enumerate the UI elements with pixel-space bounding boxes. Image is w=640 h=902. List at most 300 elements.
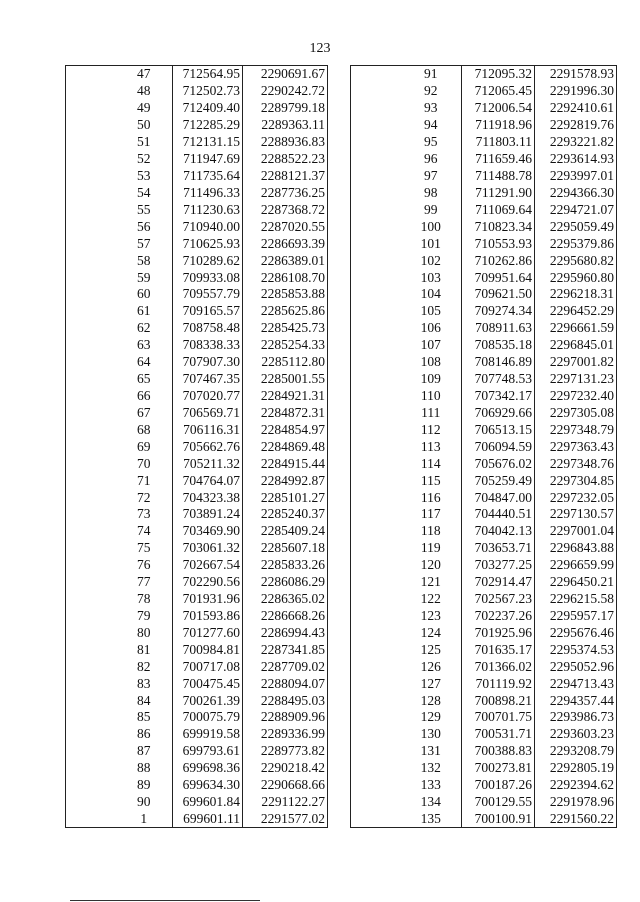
- table-row: [66, 421, 328, 438]
- table-row: [351, 218, 617, 235]
- blank-cell: [66, 269, 116, 286]
- table-row: [66, 472, 328, 489]
- point-number-cell: 118: [401, 523, 462, 540]
- blank-cell: [66, 658, 116, 675]
- point-number-cell: 72: [116, 489, 173, 506]
- y-coordinate-cell: 2297348.79: [535, 421, 617, 438]
- blank-cell: [66, 168, 116, 185]
- point-number-cell: 84: [116, 692, 173, 709]
- point-number-cell: 55: [116, 201, 173, 218]
- blank-cell: [351, 591, 401, 608]
- x-coordinate-cell: 710940.00: [173, 218, 243, 235]
- point-number-cell: 130: [401, 726, 462, 743]
- table-row: [66, 371, 328, 388]
- table-row: [351, 151, 617, 168]
- blank-cell: [351, 608, 401, 625]
- table-row: [66, 760, 328, 777]
- y-coordinate-cell: 2286668.26: [243, 608, 328, 625]
- table-row: [351, 794, 617, 811]
- x-coordinate-cell: 712065.45: [462, 83, 535, 100]
- x-coordinate-cell: 711659.46: [462, 151, 535, 168]
- point-number-cell: 69: [116, 438, 173, 455]
- blank-cell: [351, 624, 401, 641]
- blank-cell: [66, 83, 116, 100]
- point-number-cell: 77: [116, 574, 173, 591]
- y-coordinate-cell: 2295957.17: [535, 608, 617, 625]
- blank-cell: [66, 591, 116, 608]
- table-row: [351, 303, 617, 320]
- x-coordinate-cell: 711803.11: [462, 134, 535, 151]
- x-coordinate-cell: 711735.64: [173, 168, 243, 185]
- y-coordinate-cell: 2295379.86: [535, 235, 617, 252]
- x-coordinate-cell: 699634.30: [173, 777, 243, 794]
- x-coordinate-cell: 709951.64: [462, 269, 535, 286]
- blank-cell: [66, 252, 116, 269]
- point-number-cell: 71: [116, 472, 173, 489]
- table-row: [66, 100, 328, 117]
- x-coordinate-cell: 706116.31: [173, 421, 243, 438]
- table-row: [66, 117, 328, 134]
- y-coordinate-cell: 2297305.08: [535, 404, 617, 421]
- y-coordinate-cell: 2286693.39: [243, 235, 328, 252]
- y-coordinate-cell: 2295960.80: [535, 269, 617, 286]
- y-coordinate-cell: 2294713.43: [535, 675, 617, 692]
- table-row: [66, 455, 328, 472]
- point-number-cell: 125: [401, 641, 462, 658]
- blank-cell: [66, 472, 116, 489]
- blank-cell: [66, 184, 116, 201]
- point-number-cell: 104: [401, 286, 462, 303]
- blank-cell: [66, 100, 116, 117]
- y-coordinate-cell: 2287368.72: [243, 201, 328, 218]
- blank-cell: [351, 218, 401, 235]
- y-coordinate-cell: 2297304.85: [535, 472, 617, 489]
- blank-cell: [351, 540, 401, 557]
- table-row: [351, 675, 617, 692]
- x-coordinate-cell: 707342.17: [462, 388, 535, 405]
- x-coordinate-cell: 707907.30: [173, 354, 243, 371]
- y-coordinate-cell: 2292410.61: [535, 100, 617, 117]
- point-number-cell: 94: [401, 117, 462, 134]
- point-number-cell: 111: [401, 404, 462, 421]
- x-coordinate-cell: 707467.35: [173, 371, 243, 388]
- table-row: [66, 269, 328, 286]
- blank-cell: [351, 811, 401, 828]
- blank-cell: [66, 371, 116, 388]
- point-number-cell: 88: [116, 760, 173, 777]
- x-coordinate-cell: 709933.08: [173, 269, 243, 286]
- x-coordinate-cell: 703277.25: [462, 557, 535, 574]
- x-coordinate-cell: 699601.11: [173, 811, 243, 828]
- blank-cell: [351, 354, 401, 371]
- x-coordinate-cell: 705259.49: [462, 472, 535, 489]
- point-number-cell: 128: [401, 692, 462, 709]
- blank-cell: [66, 624, 116, 641]
- blank-cell: [351, 574, 401, 591]
- table-row: [66, 523, 328, 540]
- x-coordinate-cell: 701593.86: [173, 608, 243, 625]
- point-number-cell: 119: [401, 540, 462, 557]
- x-coordinate-cell: 701119.92: [462, 675, 535, 692]
- table-row: [351, 83, 617, 100]
- blank-cell: [351, 337, 401, 354]
- point-number-cell: 64: [116, 354, 173, 371]
- y-coordinate-cell: 2297130.57: [535, 506, 617, 523]
- x-coordinate-cell: 711947.69: [173, 151, 243, 168]
- y-coordinate-cell: 2289336.99: [243, 726, 328, 743]
- y-coordinate-cell: 2285607.18: [243, 540, 328, 557]
- x-coordinate-cell: 705211.32: [173, 455, 243, 472]
- blank-cell: [66, 506, 116, 523]
- x-coordinate-cell: 712285.29: [173, 117, 243, 134]
- table-row: [351, 472, 617, 489]
- point-number-cell: 116: [401, 489, 462, 506]
- point-number-cell: 134: [401, 794, 462, 811]
- blank-cell: [66, 286, 116, 303]
- table-row: [66, 320, 328, 337]
- blank-cell: [351, 794, 401, 811]
- x-coordinate-cell: 700898.21: [462, 692, 535, 709]
- point-number-cell: 123: [401, 608, 462, 625]
- point-number-cell: 66: [116, 388, 173, 405]
- x-coordinate-cell: 699601.84: [173, 794, 243, 811]
- y-coordinate-cell: 2297131.23: [535, 371, 617, 388]
- blank-cell: [351, 269, 401, 286]
- table-row: [351, 269, 617, 286]
- blank-cell: [66, 574, 116, 591]
- y-coordinate-cell: 2291996.30: [535, 83, 617, 100]
- table-row: [66, 303, 328, 320]
- blank-cell: [351, 252, 401, 269]
- x-coordinate-cell: 710262.86: [462, 252, 535, 269]
- table-row: [351, 777, 617, 794]
- y-coordinate-cell: 2287341.85: [243, 641, 328, 658]
- x-coordinate-cell: 700075.79: [173, 709, 243, 726]
- y-coordinate-cell: 2294366.30: [535, 184, 617, 201]
- point-number-cell: 92: [401, 83, 462, 100]
- blank-cell: [351, 489, 401, 506]
- table-row: [66, 726, 328, 743]
- table-row: [351, 760, 617, 777]
- table-row: [351, 371, 617, 388]
- blank-cell: [66, 709, 116, 726]
- point-number-cell: 109: [401, 371, 462, 388]
- point-number-cell: 108: [401, 354, 462, 371]
- point-number-cell: 122: [401, 591, 462, 608]
- x-coordinate-cell: 712564.95: [173, 66, 243, 83]
- point-number-cell: 1: [116, 811, 173, 828]
- y-coordinate-cell: 2295052.96: [535, 658, 617, 675]
- point-number-cell: 107: [401, 337, 462, 354]
- blank-cell: [66, 201, 116, 218]
- table-row: [351, 692, 617, 709]
- x-coordinate-cell: 699919.58: [173, 726, 243, 743]
- blank-cell: [351, 675, 401, 692]
- point-number-cell: 106: [401, 320, 462, 337]
- y-coordinate-cell: 2285001.55: [243, 371, 328, 388]
- point-number-cell: 81: [116, 641, 173, 658]
- point-number-cell: 91: [401, 66, 462, 83]
- point-number-cell: 127: [401, 675, 462, 692]
- y-coordinate-cell: 2291122.27: [243, 794, 328, 811]
- point-number-cell: 105: [401, 303, 462, 320]
- blank-cell: [66, 641, 116, 658]
- point-number-cell: 89: [116, 777, 173, 794]
- y-coordinate-cell: 2295374.53: [535, 641, 617, 658]
- y-coordinate-cell: 2286365.02: [243, 591, 328, 608]
- table-row: [351, 337, 617, 354]
- table-row: [66, 777, 328, 794]
- point-number-cell: 103: [401, 269, 462, 286]
- x-coordinate-cell: 704764.07: [173, 472, 243, 489]
- point-number-cell: 133: [401, 777, 462, 794]
- x-coordinate-cell: 701635.17: [462, 641, 535, 658]
- x-coordinate-cell: 707020.77: [173, 388, 243, 405]
- y-coordinate-cell: 2296218.31: [535, 286, 617, 303]
- y-coordinate-cell: 2289799.18: [243, 100, 328, 117]
- point-number-cell: 49: [116, 100, 173, 117]
- point-number-cell: 47: [116, 66, 173, 83]
- table-row: [66, 811, 328, 828]
- table-row: [66, 658, 328, 675]
- table-row: [351, 354, 617, 371]
- y-coordinate-cell: 2291978.96: [535, 794, 617, 811]
- point-number-cell: 115: [401, 472, 462, 489]
- blank-cell: [351, 438, 401, 455]
- coordinate-table-left: [65, 65, 328, 828]
- table-row: [66, 794, 328, 811]
- point-number-cell: 62: [116, 320, 173, 337]
- point-number-cell: 87: [116, 743, 173, 760]
- point-number-cell: 135: [401, 811, 462, 828]
- y-coordinate-cell: 2297348.76: [535, 455, 617, 472]
- blank-cell: [351, 371, 401, 388]
- table-row: [66, 337, 328, 354]
- blank-cell: [66, 455, 116, 472]
- y-coordinate-cell: 2296452.29: [535, 303, 617, 320]
- table-row: [351, 168, 617, 185]
- y-coordinate-cell: 2292805.19: [535, 760, 617, 777]
- point-number-cell: 57: [116, 235, 173, 252]
- y-coordinate-cell: 2297001.82: [535, 354, 617, 371]
- table-row: [351, 66, 617, 83]
- table-row: [351, 235, 617, 252]
- y-coordinate-cell: 2293208.79: [535, 743, 617, 760]
- blank-cell: [66, 675, 116, 692]
- x-coordinate-cell: 702567.23: [462, 591, 535, 608]
- blank-cell: [66, 134, 116, 151]
- blank-cell: [66, 540, 116, 557]
- point-number-cell: 117: [401, 506, 462, 523]
- table-row: [66, 286, 328, 303]
- y-coordinate-cell: 2296845.01: [535, 337, 617, 354]
- x-coordinate-cell: 706513.15: [462, 421, 535, 438]
- y-coordinate-cell: 2289363.11: [243, 117, 328, 134]
- point-number-cell: 50: [116, 117, 173, 134]
- x-coordinate-cell: 702290.56: [173, 574, 243, 591]
- table-row: [66, 692, 328, 709]
- x-coordinate-cell: 711230.63: [173, 201, 243, 218]
- point-number-cell: 74: [116, 523, 173, 540]
- blank-cell: [351, 168, 401, 185]
- y-coordinate-cell: 2297232.40: [535, 388, 617, 405]
- point-number-cell: 52: [116, 151, 173, 168]
- y-coordinate-cell: 2284915.44: [243, 455, 328, 472]
- y-coordinate-cell: 2293997.01: [535, 168, 617, 185]
- table-row: [66, 641, 328, 658]
- x-coordinate-cell: 709557.79: [173, 286, 243, 303]
- table-row: [351, 421, 617, 438]
- point-number-cell: 86: [116, 726, 173, 743]
- y-coordinate-cell: 2297363.43: [535, 438, 617, 455]
- table-row: [66, 624, 328, 641]
- table-row: [351, 523, 617, 540]
- y-coordinate-cell: 2292819.76: [535, 117, 617, 134]
- y-coordinate-cell: 2285409.24: [243, 523, 328, 540]
- point-number-cell: 93: [401, 100, 462, 117]
- point-number-cell: 110: [401, 388, 462, 405]
- blank-cell: [351, 117, 401, 134]
- y-coordinate-cell: 2288121.37: [243, 168, 328, 185]
- x-coordinate-cell: 702667.54: [173, 557, 243, 574]
- table-row: [351, 574, 617, 591]
- blank-cell: [66, 777, 116, 794]
- blank-cell: [66, 489, 116, 506]
- x-coordinate-cell: 700701.75: [462, 709, 535, 726]
- table-row: [66, 201, 328, 218]
- x-coordinate-cell: 700273.81: [462, 760, 535, 777]
- table-row: [66, 743, 328, 760]
- blank-cell: [66, 608, 116, 625]
- point-number-cell: 67: [116, 404, 173, 421]
- point-number-cell: 114: [401, 455, 462, 472]
- point-number-cell: 48: [116, 83, 173, 100]
- table-row: [351, 726, 617, 743]
- x-coordinate-cell: 700475.45: [173, 675, 243, 692]
- blank-cell: [351, 421, 401, 438]
- blank-cell: [66, 760, 116, 777]
- x-coordinate-cell: 704042.13: [462, 523, 535, 540]
- x-coordinate-cell: 710553.93: [462, 235, 535, 252]
- x-coordinate-cell: 700984.81: [173, 641, 243, 658]
- x-coordinate-cell: 704440.51: [462, 506, 535, 523]
- x-coordinate-cell: 702237.26: [462, 608, 535, 625]
- y-coordinate-cell: 2290218.42: [243, 760, 328, 777]
- y-coordinate-cell: 2288909.96: [243, 709, 328, 726]
- x-coordinate-cell: 701277.60: [173, 624, 243, 641]
- blank-cell: [351, 286, 401, 303]
- x-coordinate-cell: 711291.90: [462, 184, 535, 201]
- y-coordinate-cell: 2284869.48: [243, 438, 328, 455]
- x-coordinate-cell: 711918.96: [462, 117, 535, 134]
- table-row: [351, 388, 617, 405]
- blank-cell: [66, 743, 116, 760]
- y-coordinate-cell: 2287020.55: [243, 218, 328, 235]
- blank-cell: [351, 388, 401, 405]
- table-row: [351, 557, 617, 574]
- blank-cell: [66, 151, 116, 168]
- x-coordinate-cell: 699698.36: [173, 760, 243, 777]
- y-coordinate-cell: 2293986.73: [535, 709, 617, 726]
- point-number-cell: 126: [401, 658, 462, 675]
- x-coordinate-cell: 703469.90: [173, 523, 243, 540]
- y-coordinate-cell: 2285112.80: [243, 354, 328, 371]
- x-coordinate-cell: 710289.62: [173, 252, 243, 269]
- blank-cell: [351, 472, 401, 489]
- point-number-cell: 61: [116, 303, 173, 320]
- x-coordinate-cell: 708758.48: [173, 320, 243, 337]
- point-number-cell: 63: [116, 337, 173, 354]
- table-row: [351, 608, 617, 625]
- y-coordinate-cell: 2296215.58: [535, 591, 617, 608]
- table-row: [351, 184, 617, 201]
- table-row: [66, 83, 328, 100]
- footer-rule: [70, 900, 260, 901]
- table-row: [66, 675, 328, 692]
- table-row: [66, 184, 328, 201]
- y-coordinate-cell: 2288094.07: [243, 675, 328, 692]
- blank-cell: [351, 320, 401, 337]
- y-coordinate-cell: 2296450.21: [535, 574, 617, 591]
- table-row: [351, 743, 617, 760]
- table-row: [351, 489, 617, 506]
- table-row: [351, 438, 617, 455]
- y-coordinate-cell: 2286086.29: [243, 574, 328, 591]
- x-coordinate-cell: 709621.50: [462, 286, 535, 303]
- point-number-cell: 56: [116, 218, 173, 235]
- y-coordinate-cell: 2293603.23: [535, 726, 617, 743]
- point-number-cell: 83: [116, 675, 173, 692]
- blank-cell: [66, 794, 116, 811]
- table-row: [66, 218, 328, 235]
- blank-cell: [66, 557, 116, 574]
- blank-cell: [66, 354, 116, 371]
- y-coordinate-cell: 2284854.97: [243, 421, 328, 438]
- table-row: [351, 134, 617, 151]
- table-row: [351, 201, 617, 218]
- point-number-cell: 76: [116, 557, 173, 574]
- y-coordinate-cell: 2291578.93: [535, 66, 617, 83]
- blank-cell: [351, 777, 401, 794]
- y-coordinate-cell: 2294721.07: [535, 201, 617, 218]
- x-coordinate-cell: 699793.61: [173, 743, 243, 760]
- blank-cell: [351, 66, 401, 83]
- blank-cell: [351, 134, 401, 151]
- blank-cell: [66, 117, 116, 134]
- table-row: [351, 506, 617, 523]
- table-row: [351, 100, 617, 117]
- table-row: [66, 557, 328, 574]
- y-coordinate-cell: 2284921.31: [243, 388, 328, 405]
- point-number-cell: 51: [116, 134, 173, 151]
- table-row: [66, 235, 328, 252]
- x-coordinate-cell: 712095.32: [462, 66, 535, 83]
- x-coordinate-cell: 705662.76: [173, 438, 243, 455]
- x-coordinate-cell: 700261.39: [173, 692, 243, 709]
- blank-cell: [351, 404, 401, 421]
- point-number-cell: 80: [116, 624, 173, 641]
- blank-cell: [351, 201, 401, 218]
- x-coordinate-cell: 707748.53: [462, 371, 535, 388]
- point-number-cell: 65: [116, 371, 173, 388]
- table-row: [351, 252, 617, 269]
- table-row: [66, 388, 328, 405]
- x-coordinate-cell: 701366.02: [462, 658, 535, 675]
- y-coordinate-cell: 2285853.88: [243, 286, 328, 303]
- coordinate-table-right: [350, 65, 617, 828]
- point-number-cell: 101: [401, 235, 462, 252]
- x-coordinate-cell: 705676.02: [462, 455, 535, 472]
